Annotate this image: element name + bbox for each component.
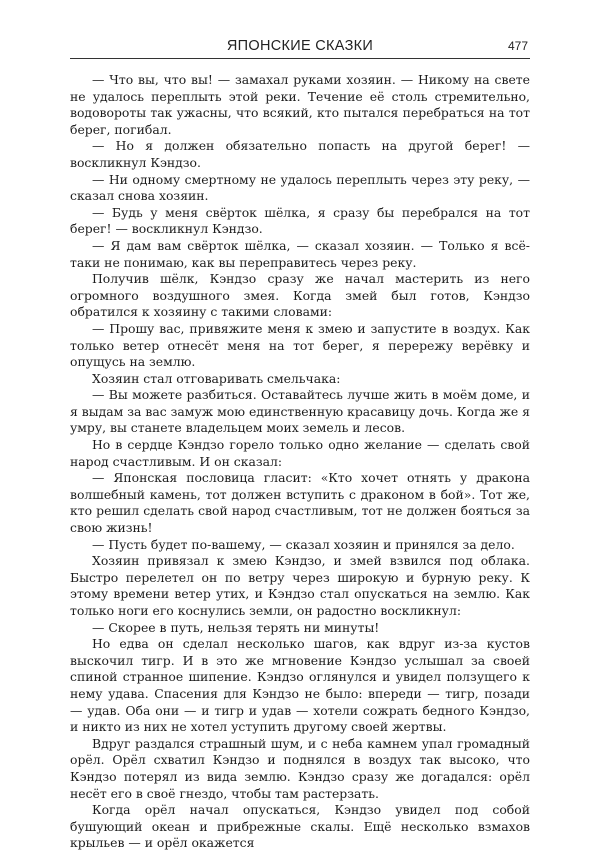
paragraph: — Скорее в путь, нельзя терять ни минуты! — [92, 619, 380, 635]
page-body — [70, 72, 530, 852]
page-number: 477 — [507, 39, 528, 53]
paragraph: Но в сердце Кэндзо горело только одно желание — сделать свой народ счастливым. И он сказал: — [70, 437, 530, 469]
paragraph: Вдруг раздался страшный шум, и с неба камнем упал громадный орёл. Орёл схватил Кэндзо и поднялся в воздух так высоко, что Кэндзо потерял из вида землю. Кэндзо сразу же догадался: орёл несёт его в своё гнездо, чтобы там растерзать. — [70, 735, 530, 801]
paragraph: Получив шёлк, Кэндзо сразу же начал мастерить из него огромного воздушного змея. Когда змей был готов, Кэндзо обратился к хозяину с такими словами: — [70, 271, 530, 320]
paragraph: Хозяин стал отговаривать смельчака: — [92, 370, 341, 386]
paragraph: — Будь у меня свёрток шёлка, я сразу бы перебрался на тот берег! — воскликнул Кэндзо. — [70, 204, 530, 237]
paragraph: — Я дам вам свёрток шёлка, — сказал хозяин. — Только я всё-таки не понимаю, как вы переправитесь через реку. — [70, 237, 530, 270]
paragraph: — Пусть будет по-вашему, — сказал хозяин и принялся за дело. — [92, 536, 515, 552]
paragraph: — Вы можете разбиться. Оставайтесь лучше жить в моём доме, и я выдам за вас замуж мою единственную красавицу дочь. Когда же я умру, вы станете владельцем моих земель и лесов. — [70, 387, 530, 436]
paragraph: Но едва он сделал несколько шагов, как вдруг из-за кустов выскочил тигр. И в это же мгновение Кэндзо услышал за своей спиной странное шипение. Кэндзо оглянулся и увидел ползущего к нему удава. Спасения для Кэндзо не было: впереди — тигр, позади — удав. Оба они — и тигр и удав — хотели сожрать бедного Кэндзо, и никто из них не хотел уступить другому своей жертвы. — [70, 636, 530, 735]
paragraph: — Японская пословица гласит: «Кто хочет отнять у дракона волшебный камень, тот должен вступить с драконом в бой». Тот же, кто решил сделать свой народ счастливым, тот не должен бояться за свою жизнь! — [70, 470, 530, 536]
paragraph: — Ни одному смертному не удалось переплыть через эту реку, — сказал снова хозяин. — [70, 171, 530, 204]
paragraph: Когда орёл начал опускаться, Кэндзо увидел под собой бушующий океан и прибрежные скалы. Ещё несколько взмахов крыльев — и орёл окажется — [70, 802, 530, 851]
paragraph: Хозяин привязал к змею Кэндзо, и змей взвился под облака. Быстро перелетел он по ветру через широкую и бурную реку. К этому времени ветер утих, и Кэндзо стал опускаться на землю. Как только ноги его коснулись земли, он радостно воскликнул: — [70, 553, 530, 618]
paragraph: — Но я должен обязательно попасть на другой берег! — воскликнул Кэндзо. — [70, 138, 530, 170]
book-title: ЯПОНСКИЕ СКАЗКИ — [226, 38, 374, 54]
paragraph: — Что вы, что вы! — замахал руками хозяин. — Никому на свете не удалось переплыть этой реки. Течение её столь стремительно, водовороты так ужасны, что всякий, кто пытался перебраться на тот берег, погибал. — [70, 72, 530, 137]
running-header — [70, 36, 530, 59]
paragraph: — Прошу вас, привяжите меня к змею и запустите в воздух. Как только ветер отнесёт меня на тот берег, я перережу верёвку и опущусь на землю. — [70, 320, 530, 370]
